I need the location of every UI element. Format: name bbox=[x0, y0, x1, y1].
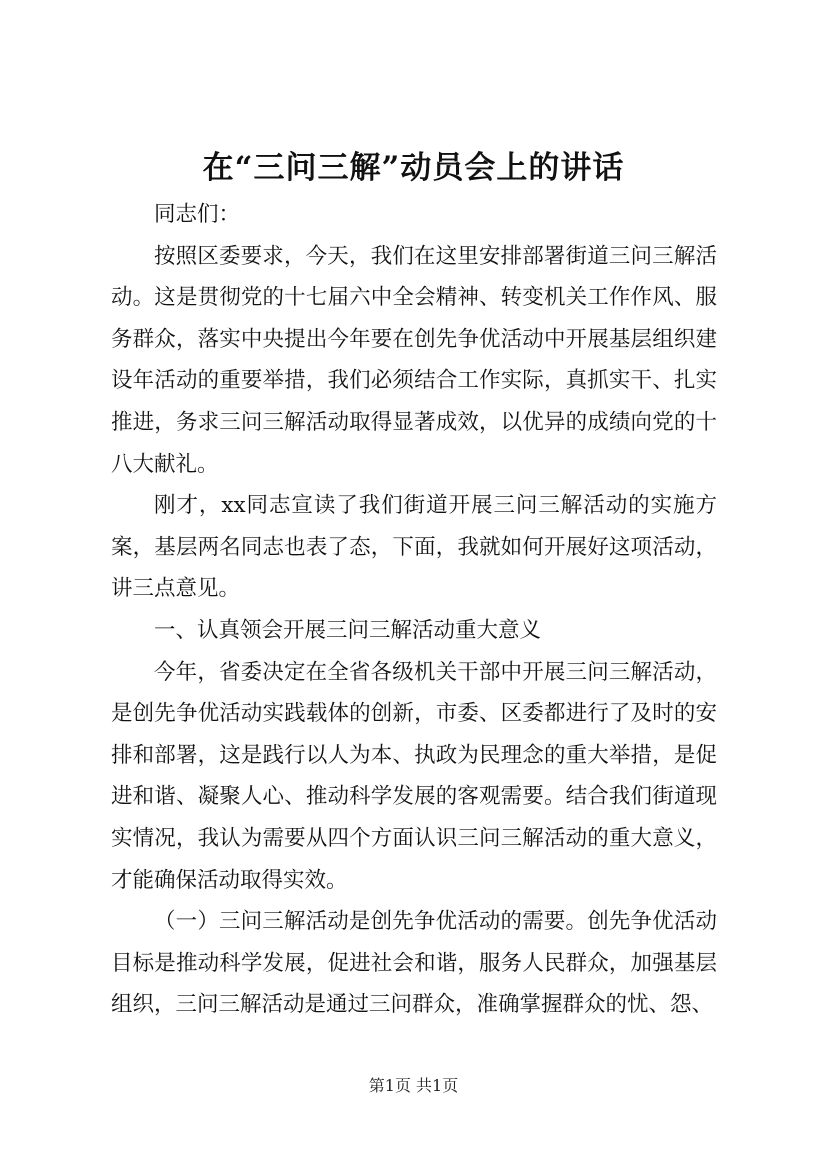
body-paragraph-1: 按照区委要求，今天，我们在这里安排部署街道三问三解活动。这是贯彻党的十七届六中全会精神、转变机关工作作风、服务群众，落实中央提出今年要在创先争优活动中开展基层组织建设年活动的重要举措，我们必须结合工作实际，真抓实干、扎实推进，务求三问三解活动取得显著成效，以优异的成绩向党的十八大献礼。 bbox=[111, 243, 717, 477]
page-footer: 第1页 共1页 bbox=[368, 1076, 459, 1095]
salutation: 同志们： bbox=[154, 202, 241, 227]
page-title: 在“三问三解”动员会上的讲话 bbox=[202, 150, 625, 186]
section-paragraph: 今年，省委决定在全省各级机关干部中开展三问三解活动，是创先争优活动实践载体的创新，市委、区委都进行了及时的安排和部署，这是践行以人为本、执政为民理念的重大举措，是促进和谐、凝聚人心、推动科学发展的客观需要。结合我们街道现实情况，我认为需要从四个方面认识三问三解活动的重大意义，才能确保活动取得实效。 bbox=[111, 659, 717, 893]
document-body bbox=[111, 194, 717, 1026]
subsection-paragraph: （一）三问三解活动是创先争优活动的需要。创先争优活动目标是推动科学发展，促进社会和谐，服务人民群众，加强基层组织，三问三解活动是通过三问群众，准确掌握群众的忧、怨、 bbox=[111, 909, 717, 1018]
section-heading: 一、认真领会开展三问三解活动重大意义 bbox=[154, 617, 542, 643]
body-paragraph-2: 刚才，xx同志宣读了我们街道开展三问三解活动的实施方案，基层两名同志也表了态，下面，我就如何开展好这项活动，讲三点意见。 bbox=[111, 493, 717, 602]
